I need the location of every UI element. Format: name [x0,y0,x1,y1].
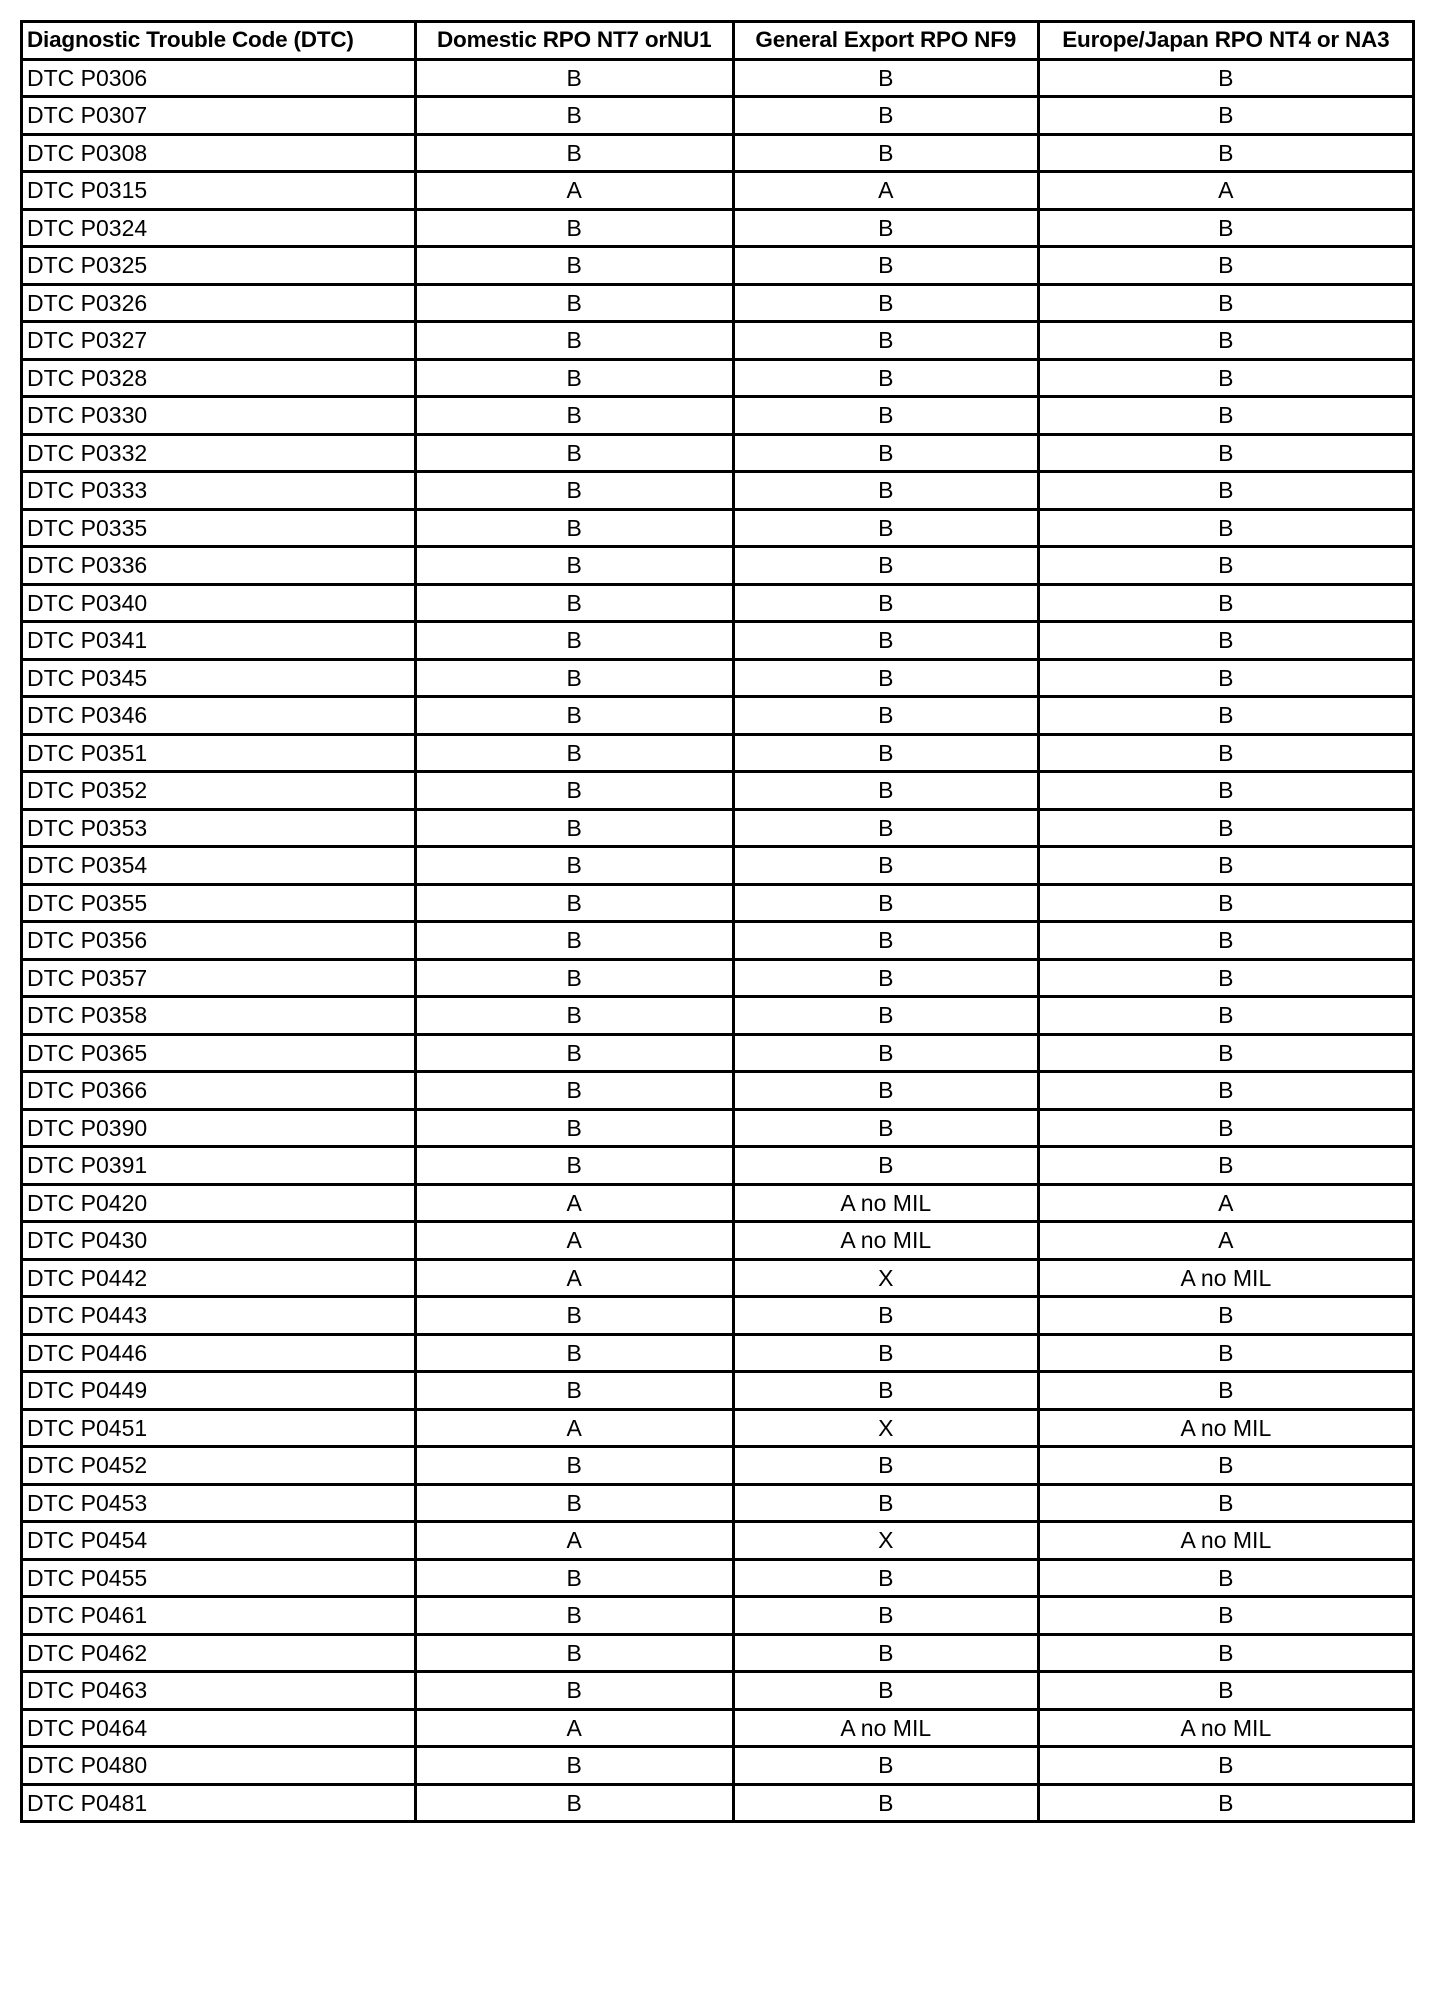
cell-general-export: B [733,1372,1038,1410]
cell-europe-japan: B [1038,1634,1413,1672]
cell-europe-japan: B [1038,209,1413,247]
cell-europe-japan: A no MIL [1038,1709,1413,1747]
cell-domestic: B [415,997,733,1035]
cell-domestic: B [415,809,733,847]
cell-dtc-code: DTC P0480 [22,1747,416,1785]
table-row [22,59,1414,97]
header-europe-japan: Europe/Japan RPO NT4 or NA3 [1038,22,1413,60]
cell-general-export: B [733,659,1038,697]
cell-domestic: B [415,322,733,360]
cell-general-export: B [733,1559,1038,1597]
cell-europe-japan: B [1038,1447,1413,1485]
cell-general-export: B [733,997,1038,1035]
cell-general-export: B [733,1784,1038,1822]
cell-general-export: B [733,1297,1038,1335]
cell-europe-japan: B [1038,434,1413,472]
cell-general-export: B [733,1034,1038,1072]
table-row [22,584,1414,622]
cell-europe-japan: B [1038,284,1413,322]
cell-general-export: B [733,584,1038,622]
cell-general-export: B [733,1447,1038,1485]
cell-dtc-code: DTC P0356 [22,922,416,960]
cell-dtc-code: DTC P0454 [22,1522,416,1560]
cell-europe-japan: B [1038,1147,1413,1185]
table-row [22,1672,1414,1710]
cell-dtc-code: DTC P0358 [22,997,416,1035]
cell-general-export: B [733,97,1038,135]
cell-domestic: B [415,1634,733,1672]
cell-europe-japan: B [1038,1597,1413,1635]
cell-domestic: B [415,734,733,772]
cell-europe-japan: B [1038,359,1413,397]
cell-domestic: B [415,472,733,510]
cell-europe-japan: B [1038,809,1413,847]
cell-general-export: X [733,1409,1038,1447]
cell-europe-japan: B [1038,509,1413,547]
cell-europe-japan: B [1038,547,1413,585]
cell-europe-japan: B [1038,1297,1413,1335]
table-row [22,359,1414,397]
cell-domestic: B [415,1447,733,1485]
cell-europe-japan: B [1038,734,1413,772]
table-row [22,847,1414,885]
cell-europe-japan: B [1038,1784,1413,1822]
cell-domestic: B [415,1147,733,1185]
cell-general-export: B [733,1747,1038,1785]
cell-dtc-code: DTC P0455 [22,1559,416,1597]
cell-general-export: B [733,1672,1038,1710]
cell-general-export: B [733,1484,1038,1522]
cell-general-export: B [733,134,1038,172]
cell-dtc-code: DTC P0341 [22,622,416,660]
cell-general-export: B [733,472,1038,510]
cell-dtc-code: DTC P0307 [22,97,416,135]
cell-dtc-code: DTC P0340 [22,584,416,622]
cell-domestic: B [415,547,733,585]
table-row [22,209,1414,247]
cell-general-export: B [733,1072,1038,1110]
cell-europe-japan: B [1038,1334,1413,1372]
cell-dtc-code: DTC P0453 [22,1484,416,1522]
cell-dtc-code: DTC P0355 [22,884,416,922]
cell-general-export: B [733,772,1038,810]
cell-europe-japan: B [1038,1034,1413,1072]
cell-dtc-code: DTC P0327 [22,322,416,360]
cell-dtc-code: DTC P0308 [22,134,416,172]
cell-dtc-code: DTC P0430 [22,1222,416,1260]
cell-general-export: B [733,359,1038,397]
cell-domestic: B [415,1072,733,1110]
cell-dtc-code: DTC P0306 [22,59,416,97]
cell-dtc-code: DTC P0451 [22,1409,416,1447]
cell-europe-japan: A no MIL [1038,1522,1413,1560]
cell-europe-japan: B [1038,772,1413,810]
cell-dtc-code: DTC P0365 [22,1034,416,1072]
table-row [22,1259,1414,1297]
cell-general-export: B [733,547,1038,585]
cell-dtc-code: DTC P0333 [22,472,416,510]
cell-dtc-code: DTC P0463 [22,1672,416,1710]
cell-dtc-code: DTC P0446 [22,1334,416,1372]
cell-general-export: B [733,1147,1038,1185]
cell-domestic: B [415,397,733,435]
table-row [22,472,1414,510]
table-row [22,1747,1414,1785]
cell-dtc-code: DTC P0357 [22,959,416,997]
table-row [22,134,1414,172]
document-page [20,20,1415,1823]
table-row [22,434,1414,472]
table-row [22,1634,1414,1672]
cell-europe-japan: B [1038,322,1413,360]
cell-domestic: B [415,1034,733,1072]
table-header-row [22,22,1414,60]
cell-europe-japan: B [1038,1747,1413,1785]
cell-domestic: B [415,1559,733,1597]
cell-domestic: B [415,1334,733,1372]
cell-general-export: B [733,284,1038,322]
header-dtc: Diagnostic Trouble Code (DTC) [22,22,416,60]
cell-europe-japan: B [1038,1484,1413,1522]
table-row [22,1522,1414,1560]
cell-general-export: B [733,847,1038,885]
table-row [22,659,1414,697]
table-row [22,884,1414,922]
cell-europe-japan: B [1038,472,1413,510]
cell-dtc-code: DTC P0461 [22,1597,416,1635]
table-row [22,1072,1414,1110]
cell-general-export: B [733,397,1038,435]
table-row [22,1222,1414,1260]
cell-domestic: B [415,247,733,285]
cell-general-export: B [733,922,1038,960]
cell-domestic: B [415,1297,733,1335]
cell-dtc-code: DTC P0391 [22,1147,416,1185]
table-row [22,1297,1414,1335]
table-row [22,1484,1414,1522]
cell-general-export: B [733,209,1038,247]
cell-europe-japan: B [1038,959,1413,997]
cell-europe-japan: A no MIL [1038,1409,1413,1447]
cell-europe-japan: B [1038,997,1413,1035]
cell-general-export: B [733,959,1038,997]
table-row [22,959,1414,997]
table-row [22,247,1414,285]
cell-dtc-code: DTC P0328 [22,359,416,397]
dtc-table [20,20,1415,1823]
cell-general-export: B [733,509,1038,547]
cell-general-export: B [733,622,1038,660]
cell-europe-japan: B [1038,59,1413,97]
cell-domestic: A [415,1259,733,1297]
table-row [22,1409,1414,1447]
cell-domestic: B [415,1484,733,1522]
cell-domestic: B [415,434,733,472]
cell-domestic: B [415,884,733,922]
table-row [22,997,1414,1035]
cell-dtc-code: DTC P0462 [22,1634,416,1672]
cell-general-export: B [733,697,1038,735]
cell-dtc-code: DTC P0449 [22,1372,416,1410]
cell-dtc-code: DTC P0325 [22,247,416,285]
cell-europe-japan: B [1038,97,1413,135]
cell-general-export: B [733,247,1038,285]
cell-dtc-code: DTC P0346 [22,697,416,735]
cell-domestic: B [415,284,733,322]
cell-europe-japan: B [1038,1672,1413,1710]
cell-domestic: B [415,209,733,247]
cell-dtc-code: DTC P0330 [22,397,416,435]
table-row [22,1334,1414,1372]
cell-dtc-code: DTC P0354 [22,847,416,885]
table-body [22,59,1414,1822]
cell-dtc-code: DTC P0324 [22,209,416,247]
cell-dtc-code: DTC P0336 [22,547,416,585]
cell-europe-japan: B [1038,397,1413,435]
cell-general-export: B [733,1597,1038,1635]
cell-dtc-code: DTC P0366 [22,1072,416,1110]
cell-general-export: B [733,1109,1038,1147]
table-row [22,547,1414,585]
cell-europe-japan: A [1038,1184,1413,1222]
cell-dtc-code: DTC P0326 [22,284,416,322]
cell-domestic: A [415,1222,733,1260]
cell-dtc-code: DTC P0345 [22,659,416,697]
table-row [22,1372,1414,1410]
table-row [22,1447,1414,1485]
cell-general-export: A [733,172,1038,210]
table-row [22,734,1414,772]
cell-europe-japan: B [1038,247,1413,285]
cell-europe-japan: A no MIL [1038,1259,1413,1297]
cell-europe-japan: B [1038,1372,1413,1410]
cell-domestic: B [415,509,733,547]
cell-domestic: B [415,1784,733,1822]
cell-general-export: B [733,59,1038,97]
cell-domestic: B [415,1372,733,1410]
cell-europe-japan: B [1038,847,1413,885]
cell-dtc-code: DTC P0443 [22,1297,416,1335]
cell-domestic: B [415,134,733,172]
table-row [22,697,1414,735]
cell-domestic: B [415,922,733,960]
cell-europe-japan: B [1038,697,1413,735]
table-row [22,1597,1414,1635]
cell-general-export: A no MIL [733,1222,1038,1260]
cell-dtc-code: DTC P0353 [22,809,416,847]
cell-domestic: B [415,959,733,997]
cell-general-export: A no MIL [733,1184,1038,1222]
table-row [22,1034,1414,1072]
cell-domestic: B [415,622,733,660]
cell-dtc-code: DTC P0442 [22,1259,416,1297]
cell-europe-japan: B [1038,1559,1413,1597]
table-row [22,284,1414,322]
cell-general-export: X [733,1522,1038,1560]
cell-europe-japan: B [1038,922,1413,960]
table-row [22,1559,1414,1597]
cell-europe-japan: B [1038,659,1413,697]
cell-domestic: B [415,97,733,135]
cell-general-export: B [733,322,1038,360]
cell-domestic: B [415,1672,733,1710]
cell-europe-japan: B [1038,584,1413,622]
cell-dtc-code: DTC P0390 [22,1109,416,1147]
table-row [22,809,1414,847]
cell-dtc-code: DTC P0420 [22,1184,416,1222]
cell-general-export: B [733,809,1038,847]
table-row [22,622,1414,660]
cell-domestic: B [415,359,733,397]
cell-dtc-code: DTC P0351 [22,734,416,772]
cell-europe-japan: B [1038,622,1413,660]
cell-europe-japan: A [1038,1222,1413,1260]
cell-domestic: A [415,1409,733,1447]
cell-general-export: B [733,884,1038,922]
table-row [22,772,1414,810]
cell-domestic: A [415,1184,733,1222]
table-row [22,1709,1414,1747]
table-row [22,1147,1414,1185]
cell-general-export: B [733,1634,1038,1672]
cell-general-export: A no MIL [733,1709,1038,1747]
cell-domestic: A [415,1709,733,1747]
cell-dtc-code: DTC P0352 [22,772,416,810]
cell-domestic: B [415,59,733,97]
cell-domestic: A [415,1522,733,1560]
cell-domestic: B [415,1109,733,1147]
cell-europe-japan: B [1038,1109,1413,1147]
table-row [22,97,1414,135]
cell-dtc-code: DTC P0464 [22,1709,416,1747]
cell-europe-japan: B [1038,134,1413,172]
header-domestic: Domestic RPO NT7 orNU1 [415,22,733,60]
cell-domestic: B [415,697,733,735]
cell-domestic: B [415,659,733,697]
header-general-export: General Export RPO NF9 [733,22,1038,60]
cell-europe-japan: B [1038,1072,1413,1110]
cell-general-export: B [733,734,1038,772]
cell-dtc-code: DTC P0335 [22,509,416,547]
cell-europe-japan: A [1038,172,1413,210]
table-row [22,397,1414,435]
cell-domestic: B [415,584,733,622]
cell-general-export: B [733,434,1038,472]
cell-dtc-code: DTC P0452 [22,1447,416,1485]
table-row [22,322,1414,360]
cell-general-export: X [733,1259,1038,1297]
cell-domestic: B [415,1747,733,1785]
cell-europe-japan: B [1038,884,1413,922]
cell-domestic: B [415,1597,733,1635]
cell-domestic: B [415,772,733,810]
cell-general-export: B [733,1334,1038,1372]
table-row [22,172,1414,210]
table-row [22,1109,1414,1147]
cell-domestic: B [415,847,733,885]
cell-dtc-code: DTC P0481 [22,1784,416,1822]
cell-dtc-code: DTC P0332 [22,434,416,472]
cell-dtc-code: DTC P0315 [22,172,416,210]
table-row [22,922,1414,960]
cell-domestic: A [415,172,733,210]
table-row [22,1784,1414,1822]
table-row [22,1184,1414,1222]
table-row [22,509,1414,547]
